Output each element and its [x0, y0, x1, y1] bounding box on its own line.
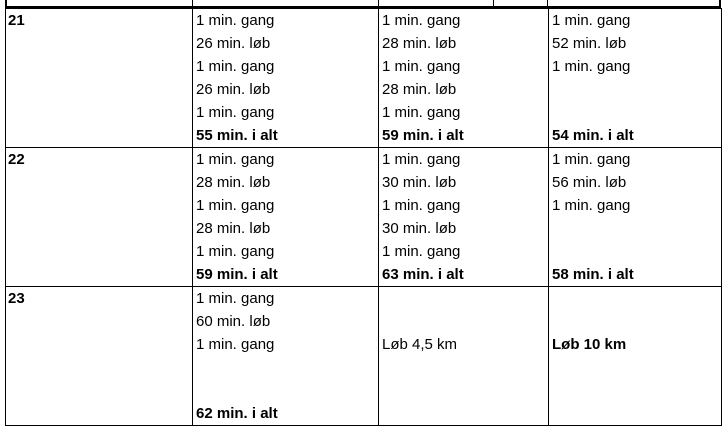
- session-total: 63 min. i alt: [382, 266, 464, 283]
- session-line: 1 min. gang: [196, 336, 275, 353]
- session-3-cell: [549, 148, 722, 287]
- week-number: 23: [6, 287, 193, 426]
- session-distance: Løb 10 km: [552, 336, 627, 353]
- column-divider: [192, 0, 193, 6]
- session-line: 28 min. løb: [382, 81, 457, 98]
- session-line: 28 min. løb: [382, 35, 457, 52]
- session-line: 1 min. gang: [552, 151, 631, 168]
- session-line: 26 min. løb: [196, 81, 271, 98]
- session-total: 58 min. i alt: [552, 266, 634, 283]
- session-line: 1 min. gang: [196, 290, 275, 307]
- previous-row-edge: [5, 0, 721, 8]
- week-number: 21: [6, 9, 193, 148]
- session-line: 1 min. gang: [552, 12, 631, 29]
- training-plan-table: [5, 8, 722, 426]
- session-line: 1 min. gang: [552, 197, 631, 214]
- session-total: 59 min. i alt: [196, 266, 278, 283]
- session-line: 1 min. gang: [382, 58, 461, 75]
- session-line: 1 min. gang: [196, 243, 275, 260]
- session-line: 56 min. løb: [552, 174, 627, 191]
- session-line: 28 min. løb: [196, 220, 271, 237]
- session-line: 1 min. gang: [382, 197, 461, 214]
- session-1-cell: [193, 287, 379, 426]
- session-1-cell: [193, 148, 379, 287]
- session-total: 55 min. i alt: [196, 127, 278, 144]
- session-line: 1 min. gang: [382, 104, 461, 121]
- session-line: 52 min. løb: [552, 35, 627, 52]
- table-row-week-21: [6, 9, 722, 148]
- session-line: 30 min. løb: [382, 174, 457, 191]
- session-line: 30 min. løb: [382, 220, 457, 237]
- session-total: 59 min. i alt: [382, 127, 464, 144]
- table-row-week-22: [6, 148, 722, 287]
- session-line: 1 min. gang: [196, 58, 275, 75]
- session-line: 1 min. gang: [196, 151, 275, 168]
- session-2-cell: [379, 287, 549, 426]
- session-total: 54 min. i alt: [552, 127, 634, 144]
- session-line: 60 min. løb: [196, 313, 271, 330]
- session-2-cell: [379, 148, 549, 287]
- session-line: 1 min. gang: [196, 197, 275, 214]
- session-3-cell: [549, 9, 722, 148]
- session-1-cell: [193, 9, 379, 148]
- session-distance: Løb 4,5 km: [382, 336, 458, 353]
- week-number: 22: [6, 148, 193, 287]
- session-line: 1 min. gang: [196, 104, 275, 121]
- session-line: 1 min. gang: [382, 151, 461, 168]
- session-line: 1 min. gang: [552, 58, 631, 75]
- session-total: 62 min. i alt: [196, 405, 278, 422]
- session-2-cell: [379, 9, 549, 148]
- column-divider: [378, 0, 379, 6]
- session-line: 1 min. gang: [382, 243, 461, 260]
- session-line: 26 min. løb: [196, 35, 271, 52]
- table-row-week-23: [6, 287, 722, 426]
- session-line: 1 min. gang: [196, 12, 275, 29]
- session-3-cell: [549, 287, 722, 426]
- column-divider: [493, 0, 494, 6]
- column-divider: [547, 0, 548, 6]
- session-line: 28 min. løb: [196, 174, 271, 191]
- session-line: 1 min. gang: [382, 12, 461, 29]
